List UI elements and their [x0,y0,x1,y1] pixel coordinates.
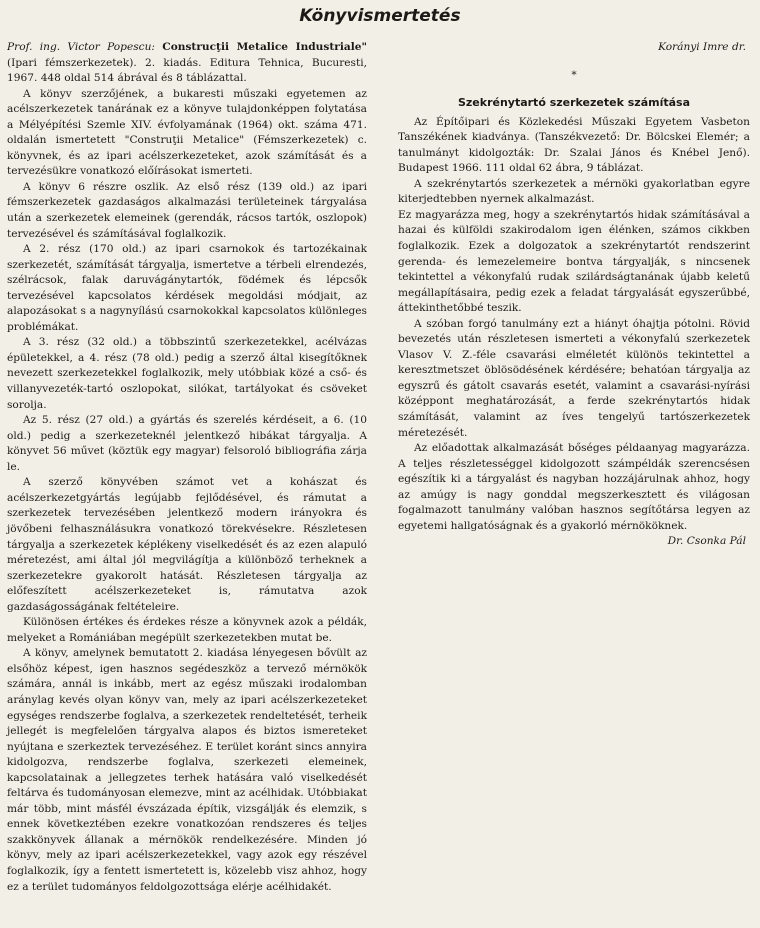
page-title: Könyvismertetés [299,6,461,26]
review2-title: Szekrénytartó szerkezetek számítása [457,96,691,110]
book-info: (Ipari fémszerkezetek). 2. kiadás. Editura Tehnica, Bucuresti, 1967. 448 oldal 514 ábrával és 8 táblázattal. [7,56,367,85]
review1-paragraph-2: A könyv 6 részre oszlik. Az első rész (139 old.) az ipari fémszerkezetek gazdaságos alkalmazási területeinek tárgyalása után a szerkezetek elemeinek (gerendák, rácsos tartók, oszlopok) tervezésével és számításával foglalkozik. [7,180,367,240]
review1-paragraph-4: A 3. rész (32 old.) a többszintű szerkezetekkel, acélvázas épületekkel, a 4. rész (78 old.) pedig a szerző által kisegítőknek nevezett szerkezetekkel foglalkozik, mely utóbbiak közé a cső- és villanyvezeték-tartó oszlopokat, silókat, tartályokat és csöveket sorolja. [7,336,367,411]
reviewer-name: Prof. ing. Victor Popescu: [7,41,155,53]
review1-signature: Korányi Imre dr. [658,41,746,53]
review-heading [7,40,367,87]
left-column [7,40,367,895]
review2-paragraph-3: A szóban forgó tanulmány ezt a hiányt óhajtja pótolni. Rövid bevezetés után részletesen ismerteti a vékonyfalú szerkezetek Vlasov V. Z.-féle csavarási elméletét különös tekintettel a keresztmetszet öblösödésének kérdésére; behatóan tárgyalja az egyszrű és gátolt csavarás esetét, valamint a csavarási-nyírási középpont meghatározását, a ferde szekrénytartós hidak számítását, valamint az íves tengelyű tartószerkezetek méretezését. [398,317,750,439]
right-column [398,40,750,550]
review1-paragraph-3: A 2. rész (170 old.) az ipari csarnokok és tartozékainak szerkezetét, számítását tárgyalja, ismertetve a térbeli elrendezés, szélrácsok, falak daruvágánytartók, födémek és lépcsők tervezésével kapcsolatos kérdések megoldási módjait, az alapozásokat s a nagynyílású csarnokokkal kapcsolatos különleges problémákat. [7,243,367,333]
review1-paragraph-8-start: A könyv, amelynek bemutatott 2. kiadása lényegesen bővült az elsőhöz képest, igen hasznos segédeszköz a tervező mérnökök számára, annál is inkább, mert az egész műszaki irodalomban aránylag kevés olyan könyv van, mely az ipari acélszerkezeteket egységes rendszerbe foglalva, a szerkezetek rendeltetését, terheik jellegét is megfelelően tárgyalva alapos és biztos ismereteket nyújtana e szerkeztek tervezéséhez. E terület koránt sincs annyira kidolgozva, rendszerbe foglalva, szerkezeti elemeinek, kapcsolatainak a jellegzetes terhek hatására való viselkedését feltárva és tudományosan elemezve, mint az acélhidak. Utóbbiakat már több, mint másfél évszázada építik, vizsgálják és elemzik, s ennek következtében ezekre vonatkozóan rendszeres és teljes szakkönyvek állanak a mérnökök rendelkezésére. Minden jó könyv, mely az ipari acélszerkezetekkel, vagy azok egy részével foglalkozik, így a fentett ismertetett is, közelebb visz ahhoz, hogy ez a terület tudományos feldolgozottsága elérje acélhidakét. [7,647,367,893]
review1-paragraph-5: Az 5. rész (27 old.) a gyártás és szerelés kérdéseit, a 6. (10 old.) pedig a szerkezeteknél jelentkező hibákat tárgyalja. A könyvet 56 művet (köztük egy magyar) felsoroló bibliográfia zárja le. [7,414,367,473]
review1-paragraph-8 [7,646,367,895]
review2-signature: Dr. Csonka Pál [667,535,746,548]
review1-paragraph-7: Különösen értékes és érdekes része a könyvnek azok a példák, melyeket a Romániában megépült szerkezetekben mutat be. [7,616,367,644]
review2-paragraph-4: Az előadottak alkalmazását bőséges példaanyag magyarázza. A teljes részletességgel kidolgozott számpéldák szerencsésen egészítik ki a tárgyalást és nagyban hozzájárulnak ahhoz, hogy az amúgy is nagy gonddal megszerkesztett és világosan fogalmazott tanulmány valóban hasznos segítőtársa legyen az egyetemi hallgatóságnak és a gyakorló mérnököknek. [398,442,750,532]
separator-star: * [571,68,577,81]
review2-paragraph-1: A szekrénytartós szerkezetek a mérnöki gyakorlatban egyre kiterjedtebben nyernek alkalmazást. [398,177,750,206]
review2-paragraph-2: Ez magyarázza meg, hogy a szekrénytartós hidak számításával a hazai és külföldi szakirodalom igen élénken, számos cikkben foglalkozik. Ezek a dolgozatok a szekrénytartót rendszerint gerenda- és lemezelemeire bontva tárgyalják, s nincsenek tekintettel a vékonyfalú rudak szilárdságtanának újabb keletű megállapításaira, pedig ezek a feladat tárgyalását egyszerűbbé, áttekinthetőbbé teszik. [398,208,750,315]
review1-paragraph-1: A könyv szerzőjének, a bukaresti műszaki egyetemen az acélszerkezetek tanárának ez a könyve tulajdonképpen folytatása a Mélyépítési Szemle XIV. évfolyamának (1964) okt. száma 471. oldalán ismertetett "Construţii Metalice" (Fémszerkezetek) c. könyvnek, és az ipari acélszerkezeteket, azok számítását és a tervezésükre vonatkozó előírásokat ismerteti. [7,87,367,178]
review2-intro: Az Építőipari és Közlekedési Műszaki Egyetem Vasbeton Tanszékének kiadványa. (Tanszékvezető: Dr. Bölcskei Elemér; a tanulmányt kidolgozták: Dr. Szalai János és Knébel Jenő). Budapest 1966. 111 oldal 62 ábra, 9 táblázat. [398,115,750,175]
book-title: Construcţii Metalice Industriale" [162,41,367,53]
review1-paragraph-6: A szerző könyvében számot vet a kohászat és acélszerkezetgyártás legújabb fejlődésével, és rámutat a szerkezetek tervezésében jelentkező modern irányokra és jövőbeni felhasználásukra vonatkozó törekvésekre. Részletesen tárgyalja a szerkezetek képlékeny viselkedését és az ezen alapuló méretezést, ami által jól megvilágítja a különböző terheknek a szerkezetekre gyakorolt hatását. Részletesen tárgyalja az előfeszített acélszerkezeteket is, rámutatva azok gazdaságosságának feltételeire. [7,476,367,613]
